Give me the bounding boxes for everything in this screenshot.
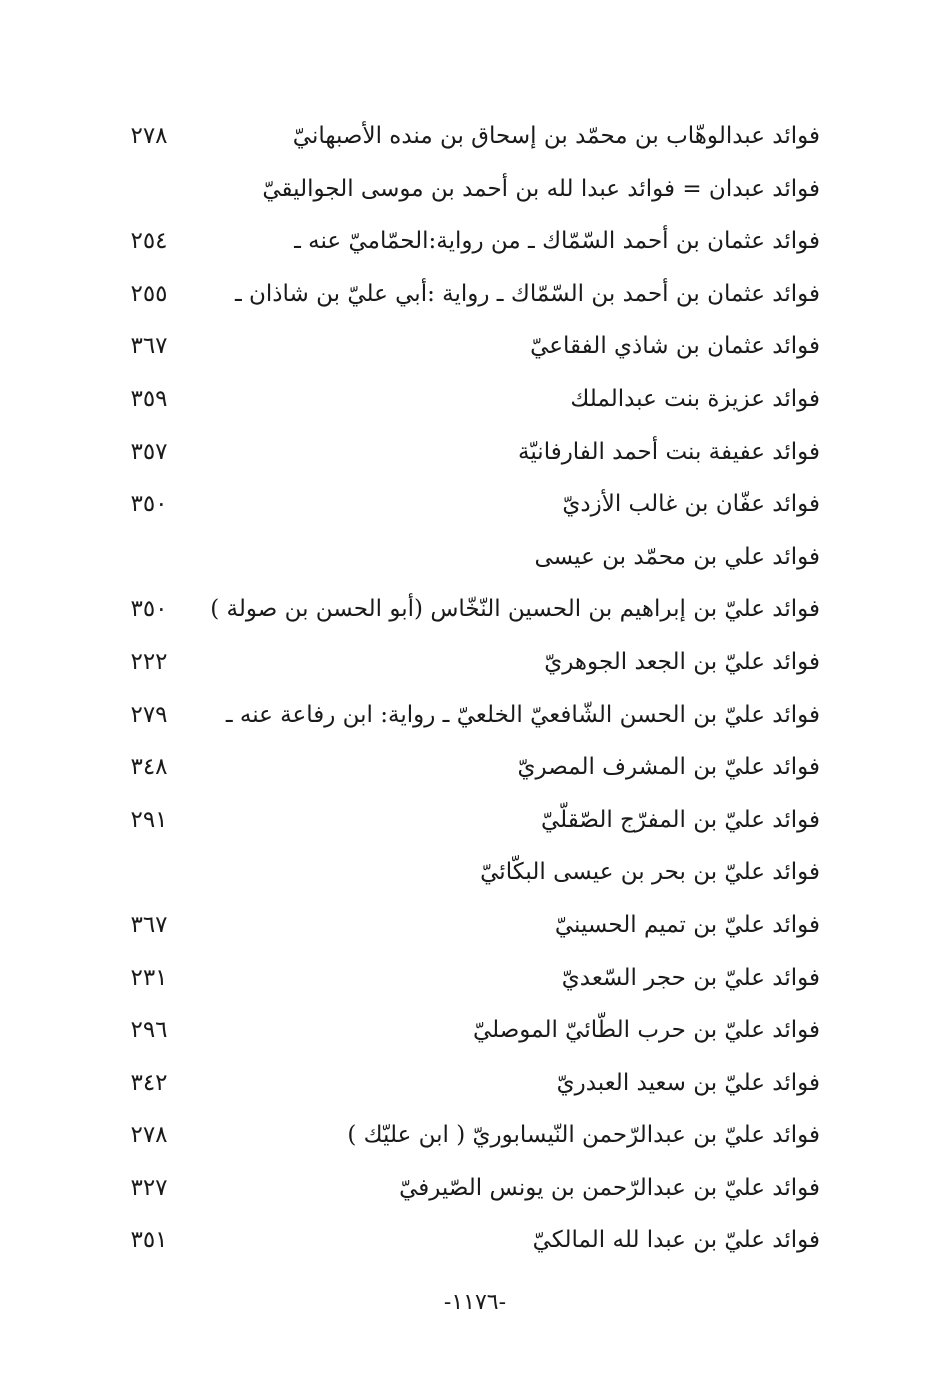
entry-title: فوائد عليّ بن المفرّج الصّقلّيّ <box>540 806 820 833</box>
entry-page-number: ٢٥٤ <box>130 228 168 255</box>
entry-page-number: ٣٥٩ <box>130 385 168 412</box>
entry-title: فوائد علي بن محمّد بن عيسى <box>534 543 820 570</box>
index-entry <box>0 796 950 849</box>
index-entry <box>0 638 950 691</box>
entry-title: فوائد عفّان بن غالب الأزديّ <box>562 491 820 518</box>
entry-title: فوائد عبدالوهّاب بن محمّد بن إسحاق بن منده الأصبهانيّ <box>292 123 820 149</box>
entry-page-number: ٢٧٨ <box>130 1122 168 1149</box>
entry-title: فوائد عليّ بن عبدالرّحمن النّيسابوريّ ( ابن عليّك ) <box>347 1122 820 1149</box>
index-entry <box>0 375 950 428</box>
entry-page-number: ٢٢٢ <box>130 648 168 675</box>
entry-page-number: ٣٤٨ <box>130 754 168 781</box>
index-entry <box>0 743 950 796</box>
index-entry <box>0 848 950 901</box>
entry-page-number: ٢٩٦ <box>130 1017 168 1044</box>
index-entry <box>0 112 950 165</box>
entry-title: فوائد عليّ بن عبدا لله المالكيّ <box>532 1227 820 1254</box>
entry-page-number: ٣٥٧ <box>130 438 168 465</box>
entry-title: فوائد عليّ بن سعيد العبدريّ <box>556 1069 820 1096</box>
entry-title: فوائد عليّ بن بحر بن عيسى البكّائيّ <box>480 859 820 886</box>
index-entry <box>0 322 950 375</box>
index-entry <box>0 1111 950 1164</box>
entry-title: فوائد عثمان بن شاذي الفقاعيّ <box>530 333 820 360</box>
entry-title: فوائد عليّ بن تميم الحسينيّ <box>554 911 820 938</box>
entry-title: فوائد عليّ بن إبراهيم بن الحسين النّخّاس (أبو الحسن بن صولة ) <box>210 596 820 623</box>
index-list <box>0 112 950 1269</box>
index-entry <box>0 217 950 270</box>
page-number: -١١٧٦- <box>443 1290 507 1315</box>
entry-title: فوائد عليّ بن حجر السّعديّ <box>561 964 820 991</box>
entry-title: فوائد عليّ بن عبدالرّحمن بن يونس الصّيرفيّ <box>399 1174 820 1201</box>
entry-page-number: ٣٦٧ <box>130 333 168 360</box>
entry-page-number: ٢٩١ <box>130 806 168 833</box>
entry-title: فوائد عليّ بن المشرف المصريّ <box>517 754 820 781</box>
entry-page-number: ٢٥٥ <box>130 280 168 307</box>
index-entry <box>0 1164 950 1217</box>
entry-page-number: ٢٧٩ <box>130 701 168 728</box>
entry-title: فوائد عزيزة بنت عبدالملك <box>570 385 820 412</box>
entry-page-number: ٣٦٧ <box>130 911 168 938</box>
index-entry <box>0 954 950 1007</box>
entry-page-number: ٣٥١ <box>130 1227 168 1254</box>
entry-title: فوائد عثمان بن أحمد السّمّاك ـ من رواية:الحمّاميّ عنه ـ <box>294 228 820 255</box>
index-entry <box>0 480 950 533</box>
index-entry <box>0 1216 950 1269</box>
index-entry <box>0 585 950 638</box>
index-entry <box>0 1059 950 1112</box>
entry-page-number: ٣٤٢ <box>130 1069 168 1096</box>
index-entry <box>0 901 950 954</box>
entry-title: فوائد عفيفة بنت أحمد الفارفانيّة <box>518 438 820 465</box>
entry-page-number: ٣٥٠ <box>130 491 168 518</box>
index-entry <box>0 165 950 218</box>
index-entry <box>0 533 950 586</box>
entry-page-number: ٢٧٨ <box>130 123 168 149</box>
entry-page-number: ٢٣١ <box>130 964 168 991</box>
index-entry <box>0 428 950 481</box>
entry-title: فوائد عثمان بن أحمد بن السّمّاك ـ رواية :أبي عليّ بن شاذان ـ <box>234 280 820 307</box>
entry-title: فوائد عليّ بن حرب الطّائيّ الموصليّ <box>472 1017 820 1044</box>
entry-title: فوائد عبدان = فوائد عبدا لله بن أحمد بن موسى الجواليقيّ <box>262 175 820 202</box>
entry-title: فوائد عليّ بن الحسن الشّافعيّ الخلعيّ ـ رواية: ابن رفاعة عنه ـ <box>225 701 820 728</box>
entry-page-number: ٣٢٧ <box>130 1174 168 1201</box>
index-entry <box>0 270 950 323</box>
entry-title: فوائد عليّ بن الجعد الجوهريّ <box>544 648 820 675</box>
index-entry <box>0 691 950 744</box>
index-entry <box>0 1006 950 1059</box>
entry-page-number: ٣٥٠ <box>130 596 168 623</box>
